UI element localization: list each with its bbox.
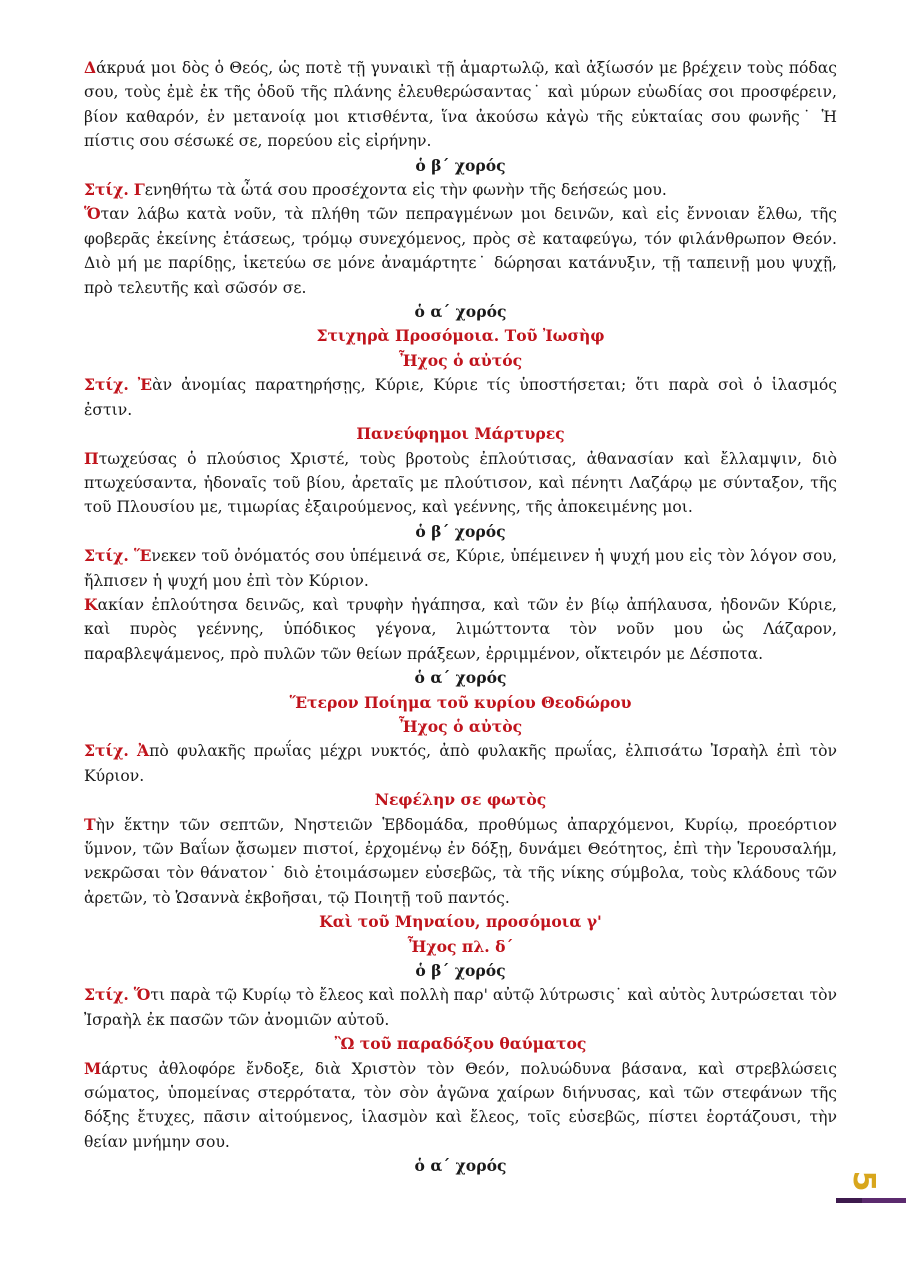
paragraph-text: ταν λάβω κατὰ νοῦν, τὰ πλήθη τῶν πεπραγμένων μοι δεινῶν, καὶ εἰς ἔννοιαν ἔλθω, τῆς φοβερᾶς ἐκείνης ἐτάσεως, τρόμῳ συνεχόμενος, πρὸς σὲ καταφεύγω, τόν φιλάνθρωπον Θεόν. Διὸ μή με παρίδῃς, ἱκετεύω σε μόνε ἀναμάρτητε˙ δώρησαι κατάνυξιν, τῇ ταπεινῇ μου ψυχῇ, πρὸ τελευτῆς καὶ σῶσόν σε.	[84, 205, 837, 297]
hymn-paragraph	[84, 1057, 837, 1155]
rubric-heading: Καὶ τοῦ Μηναίου, προσόμοια γ'	[319, 912, 602, 932]
choir-heading: ὁ α΄ χορός	[414, 302, 507, 322]
verse-label: Στίχ.	[84, 375, 129, 395]
paragraph-text: τι παρὰ τῷ Κυρίῳ τὸ ἔλεος καὶ πολλὴ παρ' αὐτῷ λύτρωσις˙ καὶ αὐτὸς λυτρώσεται τὸν Ἰσραὴλ ἐκ πασῶν τῶν ἀνομιῶν αὐτοῦ.	[84, 986, 837, 1029]
paragraph-text: τωχεύσας ὁ πλούσιος Χριστέ, τοὺς βροτοὺς ἐπλούτισας, ἀθανασίαν καὶ ἔλλαμψιν, διὸ πτωχεύσαντα, ἡδοναῖς τοῦ βίου, ἀρεταῖς με πλούτισον, καὶ πένητι Λαζάρῳ με σύνταξον, τῆς τοῦ Πλουσίου με, τιμωρίας ἐξαιρούμενος, καὶ γεέννης, τῆς ἀποκειμένης μοι.	[84, 449, 837, 517]
rubric-heading: Ἦχος ὁ αὐτός	[398, 350, 523, 370]
paragraph-text: ακίαν ἐπλούτησα δεινῶς, καὶ τρυφὴν ἠγάπησα, καὶ τῶν ἐν βίῳ ἀπήλαυσα, ἡδονῶν Κύριε, καὶ πυρὸς γεέννης, ὑπόδικος γέγονα, λιμώττοντα τὸν νοῦν μου ὡς Λάζαρον, παραβλεψάμενος, πρὸ πυλῶν τῶν θείων πράξεων, ἐρριμμένον, οἴκτειρόν με Δέσποτα.	[84, 595, 837, 663]
paragraph-text: ὴν ἕκτην τῶν σεπτῶν, Νηστειῶν Ἑβδομάδα, προθύμως ἀπαρχόμενοι, Κυρίῳ, προεόρτιον ὕμνον, τῶν Βαΐων ᾄσωμεν πιστοί, ἐρχομένῳ ἐν δόξῃ, δυνάμει Θεότητος, ἐπὶ τὴν Ἱερουσαλήμ, νεκρῶσαι τὸν θάνατον˙ διὸ ἑτοιμάσωμεν εὐσεβῶς, τὰ τῆς νίκης σύμβολα, τοὺς κλάδους τῶν ἀρετῶν, τὸ Ὡσαννὰ ἐκβοῆσαι, τῷ Ποιητῇ τοῦ παντός.	[84, 815, 837, 907]
initial-letter: Δ	[84, 58, 97, 77]
hymn-paragraph	[84, 202, 837, 300]
paragraph-text: άρτυς ἀθλοφόρε ἔνδοξε, διὰ Χριστὸν τὸν Θεόν, πολυώδυνα βάσανα, καὶ στρεβλώσεις σώματος, ὑπομείνας στερρότατα, τὸν σὸν ἀγῶνα χαίρων διήνυσας, καὶ τῶν στεφάνων τῆς δόξης ἔτυχες, πᾶσιν αἰτούμενος, ἱλασμὸν καὶ ἔλεος, τοῖς εὐσεβῶς, πίστει ἑορτάζουσι, τὴν θείαν μνήμην σου.	[84, 1059, 837, 1151]
paragraph-text: ενηθήτω τὰ ὦτά σου προσέχοντα εἰς τὴν φωνὴν τῆς δεήσεώς μου.	[144, 181, 667, 200]
initial-letter: Ἐ	[137, 375, 153, 395]
rubric-heading: Ἦχος ὁ αὐτὸς	[398, 716, 523, 736]
initial-letter: Μ	[84, 1058, 102, 1078]
paragraph-text: πὸ φυλακῆς πρωΐας μέχρι νυκτός, ἀπὸ φυλακῆς πρωΐας, ἐλπισάτω Ἰσραὴλ ἐπὶ τὸν Κύριον.	[84, 742, 837, 785]
rubric-heading: Ἦχος πλ. δ΄	[407, 936, 514, 956]
hymn-paragraph	[84, 813, 837, 911]
initial-letter: Κ	[84, 594, 98, 614]
initial-letter: Ἕ	[133, 546, 152, 566]
verse-label: Στίχ.	[84, 546, 129, 566]
initial-letter: Ὅ	[84, 204, 101, 224]
rubric-heading: Πανεύφημοι Μάρτυρες	[356, 424, 565, 444]
choir-heading: ὁ β΄ χορός	[415, 961, 506, 981]
initial-letter: Ἀ	[136, 741, 150, 761]
verse-paragraph	[84, 373, 837, 422]
initial-letter: Ὅ	[133, 985, 151, 1005]
page-number: 5	[846, 1170, 881, 1192]
hymn-paragraph	[84, 447, 837, 520]
rubric-heading: Στιχηρὰ Προσόμοια. Τοῦ Ἰωσὴφ	[316, 326, 605, 346]
verse-paragraph	[84, 178, 837, 202]
choir-heading: ὁ α΄ χορός	[414, 1156, 507, 1176]
rubric-heading: Ὢ τοῦ παραδόξου θαύματος	[334, 1034, 587, 1054]
choir-heading: ὁ α΄ χορός	[414, 668, 507, 688]
paragraph-text: άκρυά μοι δὸς ὁ Θεός, ὡς ποτὲ τῇ γυναικὶ τῇ ἁμαρτωλῷ, καὶ ἀξίωσόν με βρέχειν τοὺς πόδας σου, τοὺς ἐμὲ ἐκ τῆς ὁδοῦ τῆς πλάνης ἐλευθερώσαντας˙ καὶ μύρων εὐωδίας σοι προσφέρειν, βίον καθαρόν, ἐν μετανοίᾳ μοι κτισθέντα, ἵνα ἀκούσω κἀγὼ τῆς εὐκταίας σου φωνῆς˙ Ἡ πίστις σου σέσωκέ σε, πορεύου εἰς εἰρήνην.	[84, 59, 837, 151]
verse-paragraph	[84, 739, 837, 788]
rubric-heading: Ἕτερον Ποίημα τοῦ κυρίου Θεοδώρου	[289, 692, 632, 712]
verse-paragraph	[84, 983, 837, 1032]
verse-paragraph	[84, 544, 837, 593]
paragraph-text: ὰν ἀνομίας παρατηρήσῃς, Κύριε, Κύριε τίς ὑποστήσεται; ὅτι παρὰ σοὶ ὁ ἱλασμός ἐστιν.	[84, 376, 837, 419]
rubric-heading: Νεφέλην σε φωτὸς	[374, 790, 547, 810]
verse-label: Στίχ.	[84, 985, 129, 1005]
hymn-paragraph	[84, 56, 837, 154]
initial-letter: Π	[84, 448, 99, 468]
choir-heading: ὁ β΄ χορός	[415, 521, 506, 541]
liturgical-text-page	[84, 56, 837, 1179]
verse-label: Στίχ.	[84, 180, 129, 200]
verse-label: Στίχ.	[84, 741, 129, 761]
page-number-bar-accent	[836, 1198, 862, 1203]
initial-letter: Τ	[84, 814, 96, 834]
initial-letter: Γ	[133, 180, 145, 200]
hymn-paragraph	[84, 593, 837, 666]
paragraph-text: νεκεν τοῦ ὀνόματός σου ὑπέμεινά σε, Κύριε, ὑπέμεινεν ἡ ψυχή μου εἰς τὸν λόγον σου, ἤλπισεν ἡ ψυχή μου ἐπὶ τὸν Κύριον.	[84, 547, 837, 590]
choir-heading: ὁ β΄ χορός	[415, 155, 506, 175]
